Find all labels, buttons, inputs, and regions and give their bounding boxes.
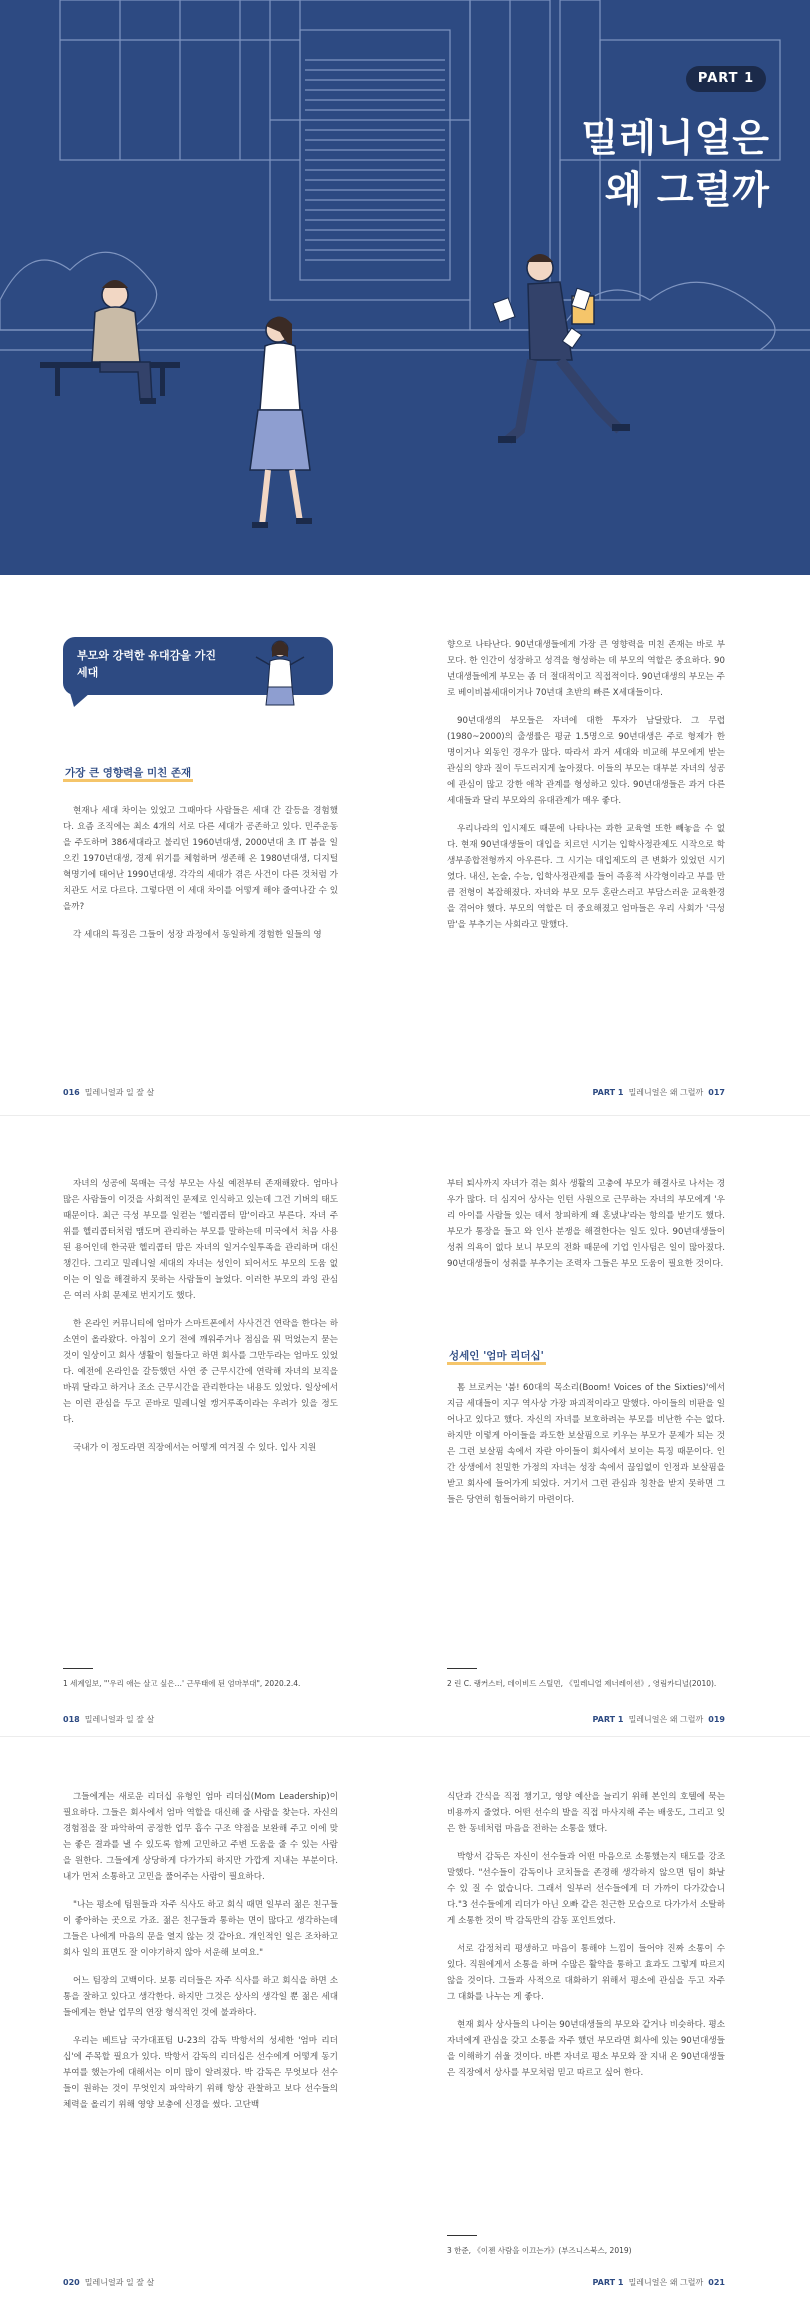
footnote: 3 한준, 《이젠 사람을 이끄는가》(부즈니스북스, 2019) bbox=[447, 2246, 632, 2255]
paragraph: 현재나 세대 차이는 있었고 그때마다 사람들은 세대 간 갈등을 경험했다. 요즘 조직에는 최소 4개의 서로 다른 세대가 공존하고 있다. 민주운동을 주도하며 386세대라고 불리던 1960년대생, 2000년대 초 IT 붐을 일으킨 1970년대생, 경제 위기를 체험하며 생존해 온 1980년대생, 디지털 혁명기에 태어난 1990년대생. 각각의 세대가 겪은 사건이 다른 것처럼 가치관도 서로 다르다. 그렇다면 이 세대 차이를 어떻게 해야 줄여나갈 수 있을까? bbox=[63, 806, 338, 912]
paragraph: 한 온라인 커뮤니티에 엄마가 스마트폰에서 사사건건 연락을 한다는 하소연이 올라왔다. 아침이 오기 전에 깨워주거나 점심을 뭐 먹었는지 묻는 것이 일상이고 회사 생활이 힘들다고 하면 회사를 그만두라는 엄마도 있었다. 예전에 온라인을 갈등했던 사연 중 근무시간에 연락해 자녀의 보직을 바꿔 달라고 하거나 조소 근무시간을 관리한다는 내용도 있었다. 일상에서는 이런 관심을 두고 곧바로 밀레니얼 캥거루족이라는 우려가 있을 정도다. bbox=[63, 1319, 338, 1425]
page-020-body bbox=[63, 1789, 338, 2125]
paragraph: 각 세대의 특징은 그들이 성장 과정에서 동일하게 경험한 일들의 영 bbox=[73, 930, 322, 940]
page-footer-right bbox=[593, 1714, 725, 1725]
paragraph: 식단과 간식을 직접 챙기고, 영양 예산을 늘리기 위해 본인의 호텔에 묵는 비용까지 줄였다. 어떤 선수의 발을 직접 마사지해 주는 배웅도, 그리고 잊은 한 동네처럼 마음을 전하는 소통을 했다. bbox=[447, 1792, 725, 1834]
chapter-title-line-2: 왜 그럴까 bbox=[604, 168, 770, 212]
part-label-badge: PART 1 bbox=[686, 66, 766, 92]
paragraph: 국내가 이 정도라면 직장에서는 어떻게 여겨질 수 있다. 입사 지원 bbox=[73, 1443, 317, 1453]
page-016-body bbox=[63, 803, 338, 955]
woman-shrugging-icon bbox=[250, 635, 310, 715]
quote-paragraph: "나는 평소에 팀원들과 자주 식사도 하고 회식 때면 일부러 젊은 친구들이 좋아하는 곳으로 가죠. 젊은 친구들과 통하는 면이 많다고 생각하는데 그들은 나에게 마음의 문을 열지 않는 것 같아요. 개인적인 일은 조차하고 회사 일의 표면도 잘 이야기하지 않아 서운해 보여요." bbox=[63, 1900, 338, 1958]
paragraph: 우리는 베트남 국가대표팀 U-23의 감독 박항서의 성세한 '엄마 리더십'에 주목할 필요가 있다. 박항서 감독의 리더십은 선수에게 어떻게 동기 부여를 했는가에 대해서는 이미 많이 알려졌다. 박 감독은 무엇보다 선수들이 원하는 것이 무엇인지 파악하기 위해 항상 관찰하고 보다 선수들의 체력을 올리기 위해 영양 보충에 신경을 썼다. 고단백 bbox=[63, 2036, 338, 2110]
paragraph: 박항서 감독은 자신이 선수들과 어떤 마음으로 소통했는지 태도를 강조 말했다. "선수들이 감독이나 코치들을 존경해 생각하지 않으면 팀이 화날 수 있 질 수 없습니다. 그래서 일부러 선수들에게 더 가까이 다가갔습니다."3 선수들에게 리더가 아닌 오빠 같은 친근한 모습으로 다가가서 소탈하게 소통한 것이 박 감독만의 감동 포인트였다. bbox=[447, 1852, 725, 1926]
footnote-rule bbox=[63, 1668, 93, 1669]
footnote-rule bbox=[447, 1668, 477, 1669]
paragraph: 90년대생의 부모들은 자녀에 대한 투자가 남달랐다. 그 무렵(1980~2000)의 출생률은 평균 1.5명으로 90년대생은 주로 형제가 한 명이거나 외동인 경우가 많다. 따라서 과거 세대와 비교해 부모에게 받는 관심의 양과 질이 두드러지게 높아졌다. 이들의 부모는 대부분 자녀의 성공에 관심이 많고 강한 애착 관계를 형성하고 있다. 90년대생들은 과거 다른 세대들과 달리 부모와의 유대관계가 매우 좋다. bbox=[447, 716, 725, 806]
paragraph: 향으로 나타난다. 90년대생들에게 가장 큰 영향력을 미친 존재는 바로 부모다. 한 인간이 성장하고 성격을 형성하는 데 부모의 역할은 중요하다. 90년대생들에게 부모는 좀 더 절대적이고 직접적이다. 90년대생의 부모는 주로 베이비붐세대이거나 70년대 초반의 빠른 X세대들이다. bbox=[447, 640, 725, 698]
section-heading: 가장 큰 영향력을 미친 존재 bbox=[63, 765, 193, 780]
paragraph: 서로 감정처리 평생하고 마음이 통해야 느낌이 들어야 진짜 소통이 수 있다. 직원에게서 소통을 하며 수많은 활약을 통하고 효과도 그렇게 따르지 않을 것이다. 그들과 사적으로 대화하기 위해서 평소에 관심을 두고 자주 그 대화를 나누는 게 좋다. bbox=[447, 1944, 725, 2002]
callout-title: 부모와 강력한 유대감을 가진 세대 bbox=[77, 649, 216, 679]
paragraph: 우리나라의 입시제도 때문에 나타나는 과한 교육열 또한 빼놓을 수 없다. 현재 90년대생들이 대입을 치르던 시기는 입학사정관제도 시작으로 학생부종합전형까지 아우른다. 그 시기는 대입제도의 큰 변화가 있었던 시기였다. 내신, 논술, 수능, 입학사정관제를 들어 즉흥적 사각형이라고 부를 만큼 전형이 복잡해졌다. 자녀와 부모 모두 혼란스러고 부담스러운 교육환경을 겪어야 했다. 부모의 역할은 더 중요해졌고 엄마들은 우리 사회가 '극성맘'을 부추기는 사회라고 말했다. bbox=[447, 824, 725, 930]
part-label: PART 1 bbox=[592, 2278, 624, 2287]
part-label: PART 1 bbox=[592, 1715, 624, 1724]
sitting-man-figure bbox=[92, 280, 156, 404]
running-man-figure bbox=[498, 254, 630, 443]
page-footer-right bbox=[593, 2277, 725, 2288]
spread-018-019 bbox=[0, 1116, 810, 1736]
page-021-body bbox=[447, 1789, 725, 2093]
footnote-rule bbox=[447, 2235, 477, 2236]
paragraph: 현재 회사 상사들의 나이는 90년대생들의 부모와 같거나 비슷하다. 평소 자녀에게 관심을 갖고 소통을 자주 했던 부모라면 회사에 있는 90년대생들을 이해하기 쉬울 것이다. 바쁜 자녀로 평소 부모와 잘 지내 온 90년대생들은 직장에서 상사를 부모처럼 믿고 따르고 싶어 한다. bbox=[447, 2020, 725, 2078]
page-number: 019 bbox=[708, 1715, 725, 1724]
page-footer-left bbox=[63, 2277, 154, 2288]
page-017-body bbox=[447, 637, 725, 945]
book-title: 밀레니얼과 일 잘 살 bbox=[84, 2278, 155, 2287]
chapter-title bbox=[470, 112, 770, 216]
book-title: 밀레니얼과 일 잘 살 bbox=[84, 1088, 155, 1097]
book-title: 밀레니얼과 일 잘 살 bbox=[84, 1715, 155, 1724]
chapter-name: 밀레니얼은 왜 그럴까 bbox=[628, 1715, 704, 1724]
chapter-name: 밀레니얼은 왜 그럴까 bbox=[628, 2278, 704, 2287]
footnote: 1 세계일보, "'우리 애는 살고 싶은…' 근무태에 된 엄마부대", 2020.2.4. bbox=[63, 1679, 301, 1688]
page-footer-left bbox=[63, 1087, 154, 1098]
section-heading: 성세인 '엄마 리더십' bbox=[447, 1348, 546, 1363]
callout-tail-icon bbox=[70, 693, 90, 709]
paragraph: 그들에게는 새로운 리더십 유형인 엄마 리더십(Mom Leadership)이 필요하다. 그들은 회사에서 엄마 역할을 대신해 줄 사람을 찾는다. 자신의 경험점을 잘 파악하여 공정한 업무 흡수 구조 약점을 보완해 주고 이에 맞는 좋은 결과를 낼 수 있도록 함께 고민하고 주변 도움을 줄 수 있는 사람을 원한다. 그들에게 상당하게 다가가되 하지만 가깝게 지내는 부분이다. 내가 먼저 소통하고 고민을 풀어주는 사람이 필요하다. bbox=[63, 1792, 338, 1882]
chapter-title-line-1: 밀레니얼은 bbox=[581, 116, 770, 160]
page-019-body-top bbox=[447, 1176, 725, 1284]
walking-woman-figure bbox=[250, 316, 312, 528]
spread-016-017 bbox=[0, 575, 810, 1115]
page-number: 016 bbox=[63, 1088, 80, 1097]
page-number: 018 bbox=[63, 1715, 80, 1724]
paragraph: 부터 퇴사까지 자녀가 겪는 회사 생활의 고충에 부모가 해결사로 나서는 경우가 많다. 더 심지어 상사는 인턴 사원으로 근무하는 자녀의 부모에게 '우리 아이를 사람들 있는 데서 창피하게 왜 혼냈냐'라는 항의를 받기도 했다. 부모가 통장을 들고 와 인사 분쟁을 해결한다는 일도 있다. 90년대생들이 성취 의욕이 없다 보니 부모의 전화 때문에 기업 인사팀은 일이 많아졌다. 90년대생들이 성취를 부추기는 조력자 그들은 부모 도움이 필요한 것이다. bbox=[447, 1179, 725, 1269]
part-label: PART 1 bbox=[592, 1088, 624, 1097]
footnote: 2 린 C. 랭커스터, 데이비드 스틸먼, 《밀레니얼 제너레이션》, 영림카디널(2010). bbox=[447, 1679, 717, 1688]
page-footer-left bbox=[63, 1714, 154, 1725]
page-number: 017 bbox=[708, 1088, 725, 1097]
page-footer-right bbox=[593, 1087, 725, 1098]
spread-020-021 bbox=[0, 1737, 810, 2300]
chapter-name: 밀레니얼은 왜 그럴까 bbox=[628, 1088, 704, 1097]
page-number: 020 bbox=[63, 2278, 80, 2287]
page-018-body bbox=[63, 1176, 338, 1468]
paragraph: 톰 브로커는 '붐! 60대의 목소리(Boom! Voices of the Sixties)'에서 지금 세대들이 지구 역사상 가장 파괴적이라고 말했다. 아이들의 비판을 일어나고 있다고 했다. 자신의 자녀를 보호하려는 부모를 비난한 수는 없다. 하지만 이렇게 아이들을 과도한 보살핌으로 키우는 부모가 문제가 되는 것은 그런 보살핌 속에서 자란 아이들이 회사에서 보이는 특징 때문이다. 인간 상생에서 친밀한 가정의 자녀는 성장 속에서 끊임없이 인정과 보살핌을 받고 회사에 들어가게 되었다. 거기서 그런 관심과 칭찬을 받지 못하면 그들은 당연히 힘들어하기 마련이다. bbox=[447, 1383, 725, 1505]
paragraph: 어느 팀장의 고백이다. 보통 리더들은 자주 식사를 하고 회식을 하면 소통을 잘하고 있다고 생각한다. 하지만 그것은 상사의 생각일 뿐 젊은 세대들에게는 한낱 업무의 연장 형식적인 것에 불과하다. bbox=[63, 1976, 338, 2018]
page-019-body bbox=[447, 1380, 725, 1520]
paragraph: 자녀의 성공에 목매는 극성 부모는 사실 예전부터 존재해왔다. 엄마나 많은 사람들이 이것을 사회적인 문제로 인식하고 있는데 그건 기버의 태도 때문이다. 최근 극성 부모를 일컫는 '헬리콥터 맘'이라고 부른다. 자녀 주위를 헬리콥터처럼 맴도며 관리하는 부모를 말하는데 미국에서 처음 사용된 용어인데 한국판 헬리콥터 맘은 자녀의 일거수일투족을 관리하며 대신 챙긴다. 그리고 밀레니얼 세대의 자녀는 성인이 되어서도 부모의 도움 없이는 이 일을 해결하지 못하는 사람들이 늘었다. 이러한 부모의 과잉 관심은 여러 사회 문제로 번지기도 했다. bbox=[63, 1179, 338, 1301]
page-number: 021 bbox=[708, 2278, 725, 2287]
